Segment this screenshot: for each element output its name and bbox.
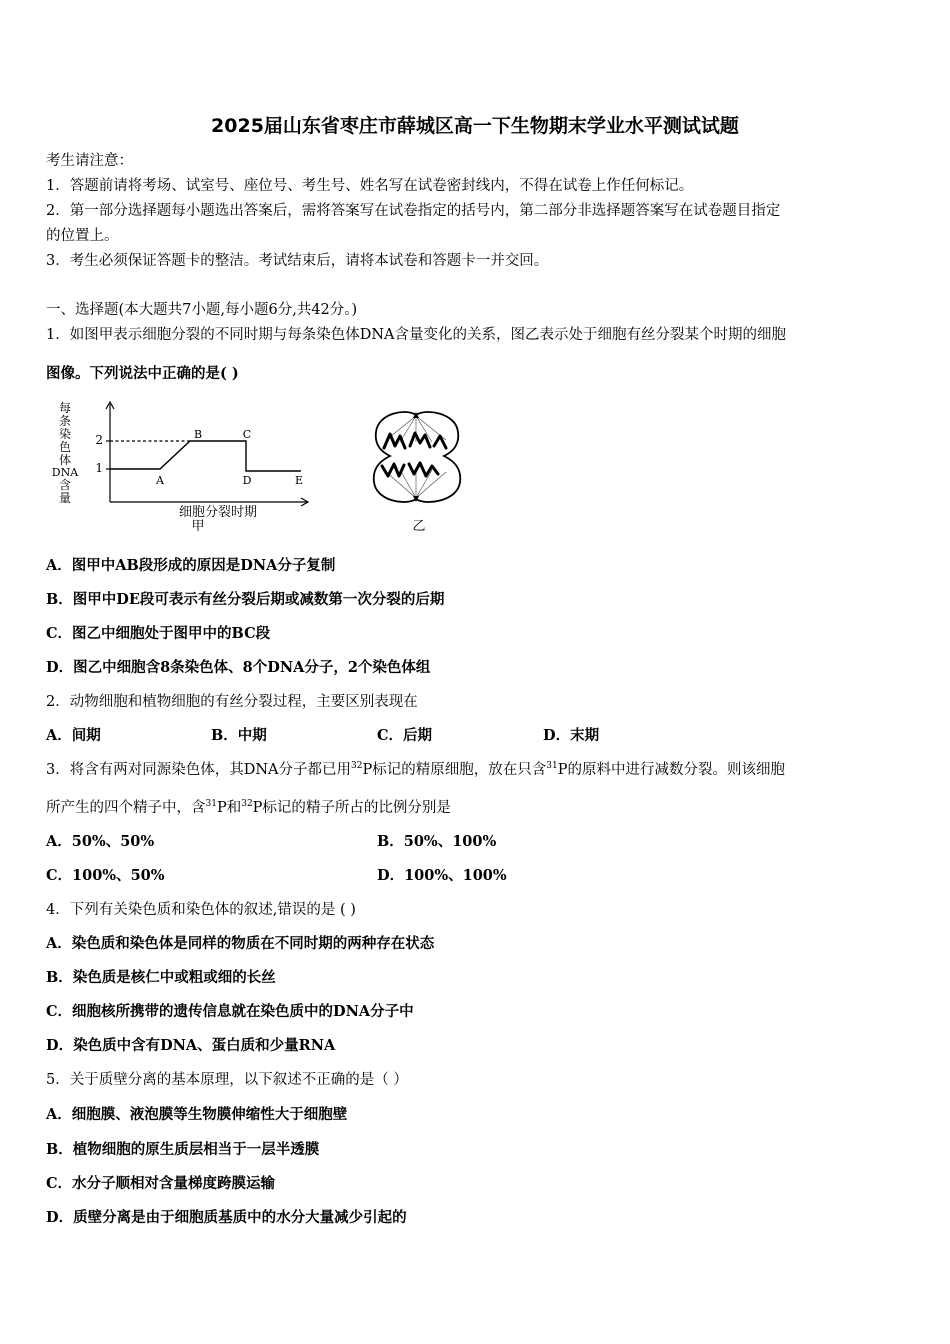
q3-stem-line2: 所产生的四个精子中，含$^{31}$P和$^{32}$P标记的精子所占的比例分别是: [46, 799, 451, 816]
notice-item-3: 3．考生必须保证答题卡的整洁。考试结束后，请将本试卷和答题卡一并交回。: [46, 253, 549, 269]
section-heading: 一、选择题(本大题共7小题,每小题6分,共42分。): [46, 302, 358, 318]
q4-option-d: D．染色质中含有DNA、蛋白质和少量RNA: [46, 1037, 336, 1054]
q1-option-b: B．图甲中DE段可表示有丝分裂后期或减数第一次分裂的后期: [46, 591, 445, 608]
point-label-d: D: [242, 474, 252, 487]
page-title: 2025届山东省枣庄市薛城区高一下生物期末学业水平测试试题: [211, 115, 739, 137]
q4-stem: 4．下列有关染色质和染色体的叙述,错误的是 ( ): [46, 902, 356, 918]
q5-option-d: D．质壁分离是由于细胞质基质中的水分大量减少引起的: [46, 1209, 407, 1226]
chromosome-group-top-right: [410, 433, 430, 447]
q3-stem-line1: 3．将含有两对同源染色体，其DNA分子都已用$^{32}$P标记的精原细胞，放在只含$^{31}$P的原料中进行减数分裂。则该细胞: [46, 761, 785, 778]
q5-option-b: B．植物细胞的原生质层相当于一层半透膜: [46, 1141, 320, 1158]
y-tick-1: 1: [95, 461, 103, 475]
q2-stem: 2．动物细胞和植物细胞的有丝分裂过程，主要区别表现在: [46, 694, 418, 710]
q1-stem-line2: 图像。下列说法中正确的是( ): [46, 365, 239, 382]
ylabel-char-5: 体: [58, 453, 72, 467]
figure-yi-cell: [364, 406, 470, 536]
q5-stem: 5．关于质壁分离的基本原理，以下叙述不正确的是（ ）: [46, 1072, 408, 1088]
q5-option-a: A．细胞膜、液泡膜等生物膜伸缩性大于细胞壁: [46, 1106, 348, 1123]
q2-option-a: A．间期: [46, 727, 101, 744]
q1-option-c: C．图乙中细胞处于图甲中的BC段: [46, 625, 271, 642]
q2-option-d: D．末期: [543, 727, 600, 744]
q1-stem-line1: 1．如图甲表示细胞分裂的不同时期与每条染色体DNA含量变化的关系，图乙表示处于细胞有丝分裂某个时期的细胞: [46, 327, 787, 343]
chromosome-group-bottom-left: [382, 464, 404, 476]
q1-option-a: A．图甲中AB段形成的原因是DNA分子复制: [46, 557, 336, 574]
dna-content-line: [110, 441, 301, 471]
q4-option-c: C．细胞核所携带的遗传信息就在染色质中的DNA分子中: [46, 1003, 414, 1020]
ylabel-char-7: 含: [58, 478, 72, 492]
chromosome-group-top-left: [384, 434, 405, 448]
q3-option-d: D．100%、100%: [377, 867, 507, 884]
notice-item-2: 2．第一部分选择题每小题选出答案后，需将答案写在试卷指定的括号内，第二部分非选择题答案写在试卷题目指定: [46, 203, 781, 219]
q5-option-c: C．水分子顺相对含量梯度跨膜运输: [46, 1175, 276, 1192]
q2-option-c: C．后期: [377, 727, 433, 744]
chromosome-top-edge: [434, 436, 446, 448]
y-tick-2: 2: [95, 433, 103, 447]
q3-option-a: A．50%、50%: [46, 833, 155, 850]
ylabel-char-4: 色: [58, 440, 72, 454]
figure-yi-caption: 乙: [412, 519, 426, 534]
q2-option-b: B．中期: [211, 727, 267, 744]
point-label-c: C: [242, 428, 252, 441]
ylabel-char-1: 每: [58, 401, 72, 415]
ylabel-char-2: 条: [58, 414, 72, 428]
ylabel-char-8: 量: [58, 491, 72, 505]
figure-jia-xlabel: 细胞分裂时期: [178, 505, 258, 520]
notice-item-2-cont: 的位置上。: [46, 228, 119, 244]
q4-option-a: A．染色质和染色体是同样的物质在不同时期的两种存在状态: [46, 935, 435, 952]
cell-membrane-outline: [374, 412, 461, 502]
point-label-e: E: [294, 474, 304, 487]
notice-item-1: 1．答题前请将考场、试室号、座位号、考生号、姓名写在试卷密封线内，不得在试卷上作任何标记。: [46, 178, 694, 194]
figure-jia-caption: 甲: [191, 519, 205, 534]
ylabel-char-3: 染: [58, 427, 72, 441]
q3-option-b: B．50%、100%: [377, 833, 497, 850]
q1-option-d: D．图乙中细胞含8条染色体、8个DNA分子，2个染色体组: [46, 659, 431, 676]
ylabel-char-6: DNA: [51, 466, 79, 479]
chromosome-group-bottom-right: [409, 463, 438, 476]
q3-option-c: C．100%、50%: [46, 867, 165, 884]
q4-option-b: B．染色质是核仁中或粗或细的长丝: [46, 969, 276, 986]
notice-heading: 考生请注意：: [46, 153, 133, 169]
point-label-b: B: [193, 428, 203, 441]
figure-jia-graph: [50, 396, 320, 534]
point-label-a: A: [156, 474, 164, 487]
